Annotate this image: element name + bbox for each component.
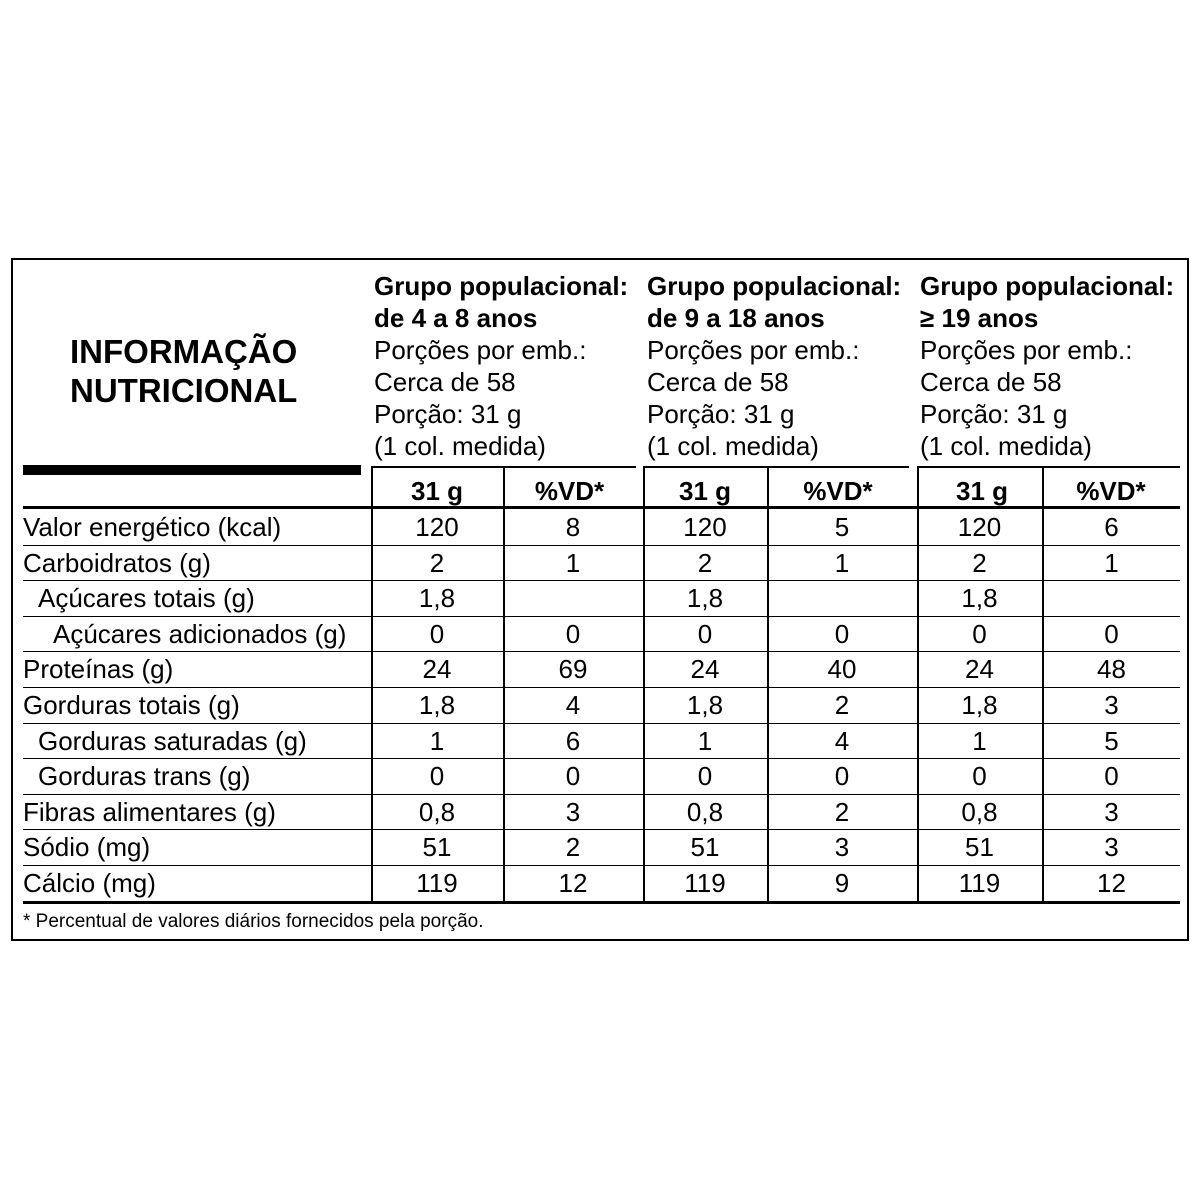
label-title xyxy=(70,332,297,410)
title-line-2: NUTRICIONAL xyxy=(70,372,298,409)
vd-cell: 3 xyxy=(834,832,850,863)
vd-cell: 1 xyxy=(1104,547,1119,578)
vd-cell: 0 xyxy=(1104,618,1119,649)
col-header-amount: 31 g xyxy=(410,476,464,506)
vd-cell: 1 xyxy=(565,547,581,578)
amount-cell: 0 xyxy=(429,618,445,649)
amount-cell: 1,8 xyxy=(686,690,724,720)
amount-cell: 0 xyxy=(972,761,987,792)
amount-cell: 0,8 xyxy=(961,796,998,827)
nutrient-label: Gorduras saturadas (g) xyxy=(38,725,307,756)
amount-cell: 24 xyxy=(422,654,452,685)
row-divider xyxy=(23,829,1180,830)
group-age-range: de 9 a 18 anos xyxy=(647,303,825,333)
row-divider xyxy=(23,901,1180,904)
serving-measure: (1 col. medida) xyxy=(920,431,1092,461)
vd-cell: 69 xyxy=(558,654,588,685)
col-header-amount: 31 g xyxy=(955,476,1009,506)
servings-label: Porções por emb.: xyxy=(920,335,1133,365)
vd-cell: 2 xyxy=(834,796,850,827)
vd-cell: 0 xyxy=(565,618,581,649)
serving-measure: (1 col. medida) xyxy=(647,431,819,461)
amount-cell: 1,8 xyxy=(686,583,724,614)
vd-cell: 3 xyxy=(565,796,581,827)
vd-cell: 4 xyxy=(834,725,850,756)
group-header-4-8 xyxy=(374,270,628,462)
amount-cell: 24 xyxy=(965,654,994,685)
nutrient-label: Fibras alimentares (g) xyxy=(23,796,276,827)
amount-cell: 119 xyxy=(416,868,458,898)
row-divider xyxy=(23,616,1180,617)
vd-cell: 0 xyxy=(834,761,850,792)
amount-cell: 0,8 xyxy=(418,796,456,827)
col-header-vd: %VD* xyxy=(1076,476,1146,506)
amount-cell: 1 xyxy=(429,725,445,756)
row-divider xyxy=(643,466,909,468)
amount-cell: 119 xyxy=(684,868,726,898)
amount-cell: 24 xyxy=(690,654,720,685)
vd-cell: 4 xyxy=(565,690,581,720)
group-age-range: de 4 a 8 anos xyxy=(374,303,538,333)
vd-cell: 6 xyxy=(1104,512,1119,542)
vd-cell: 0 xyxy=(834,618,850,649)
row-divider xyxy=(23,506,1180,509)
amount-cell: 2 xyxy=(697,547,713,578)
nutrient-label: Sódio (mg) xyxy=(23,832,151,863)
nutrition-label xyxy=(11,258,1189,941)
row-divider xyxy=(23,651,1180,652)
servings-value: Cerca de 58 xyxy=(920,367,1062,397)
nutrient-label: Carboidratos (g) xyxy=(23,547,211,578)
vd-cell: 48 xyxy=(1097,654,1126,685)
vd-cell: 0 xyxy=(1104,761,1119,792)
amount-cell: 0 xyxy=(697,761,713,792)
row-divider xyxy=(23,580,1180,581)
amount-cell: 51 xyxy=(422,832,452,863)
vd-cell: 3 xyxy=(1104,796,1119,827)
nutrient-label: Proteínas (g) xyxy=(23,654,174,685)
row-divider xyxy=(23,758,1180,759)
amount-cell: 0,8 xyxy=(686,796,724,827)
footnote: * Percentual de valores diários fornecidos pela porção. xyxy=(23,911,484,932)
col-header-vd: %VD* xyxy=(803,476,873,506)
col-header-amount: 31 g xyxy=(678,476,732,506)
vd-cell: 12 xyxy=(558,868,588,898)
group-heading: Grupo populacional: xyxy=(920,271,1175,301)
amount-cell: 119 xyxy=(958,868,1001,898)
amount-cell: 51 xyxy=(965,832,994,863)
amount-cell: 2 xyxy=(972,547,987,578)
amount-cell: 1 xyxy=(972,725,987,756)
nutrient-label: Valor energético (kcal) xyxy=(23,512,282,542)
nutrient-label: Açúcares totais (g) xyxy=(38,583,255,614)
amount-cell: 120 xyxy=(683,512,727,542)
nutrient-label: Gorduras totais (g) xyxy=(23,690,240,720)
amount-cell: 1,8 xyxy=(961,583,998,614)
vd-cell: 8 xyxy=(565,512,581,542)
vd-cell: 6 xyxy=(565,725,581,756)
column-divider xyxy=(503,467,505,902)
column-divider xyxy=(1042,467,1044,902)
amount-cell: 2 xyxy=(429,547,445,578)
amount-cell: 1,8 xyxy=(418,690,456,720)
servings-label: Porções por emb.: xyxy=(374,335,587,365)
column-divider xyxy=(767,467,769,902)
column-divider xyxy=(917,467,919,902)
amount-cell: 120 xyxy=(957,512,1002,542)
column-divider xyxy=(371,467,373,902)
amount-cell: 0 xyxy=(429,761,445,792)
amount-cell: 51 xyxy=(690,832,720,863)
group-header-19-plus xyxy=(920,270,1174,462)
amount-cell: 0 xyxy=(697,618,713,649)
nutrient-label: Cálcio (mg) xyxy=(23,868,156,898)
row-divider xyxy=(23,545,1180,546)
vd-cell: 5 xyxy=(1104,725,1119,756)
vd-cell: 3 xyxy=(1104,832,1119,863)
group-age-range: ≥ 19 anos xyxy=(920,303,1039,333)
vd-cell: 12 xyxy=(1097,868,1126,898)
serving-size: Porção: 31 g xyxy=(374,399,522,429)
col-header-vd: %VD* xyxy=(534,476,605,506)
row-divider xyxy=(23,687,1180,688)
servings-value: Cerca de 58 xyxy=(374,367,516,397)
vd-cell: 3 xyxy=(1104,690,1119,720)
amount-cell: 0 xyxy=(972,618,987,649)
amount-cell: 1,8 xyxy=(418,583,456,614)
vd-cell: 40 xyxy=(827,654,857,685)
vd-cell: 9 xyxy=(834,868,850,898)
row-divider xyxy=(23,794,1180,795)
title-underline-bar xyxy=(23,465,361,475)
serving-size: Porção: 31 g xyxy=(920,399,1068,429)
row-divider xyxy=(23,723,1180,724)
nutrient-label: Açúcares adicionados (g) xyxy=(53,618,347,649)
row-divider xyxy=(23,865,1180,866)
amount-cell: 1,8 xyxy=(961,690,998,720)
vd-cell: 0 xyxy=(565,761,581,792)
serving-measure: (1 col. medida) xyxy=(374,431,546,461)
group-heading: Grupo populacional: xyxy=(374,271,629,301)
nutrient-label: Gorduras trans (g) xyxy=(38,761,251,792)
vd-cell: 2 xyxy=(565,832,581,863)
title-line-1: INFORMAÇÃO xyxy=(70,333,298,370)
column-divider xyxy=(643,467,645,902)
group-header-9-18 xyxy=(647,270,901,462)
serving-size: Porção: 31 g xyxy=(647,399,795,429)
servings-value: Cerca de 58 xyxy=(647,367,789,397)
vd-cell: 1 xyxy=(834,547,850,578)
servings-label: Porções por emb.: xyxy=(647,335,860,365)
row-divider xyxy=(917,466,1180,468)
vd-cell: 5 xyxy=(834,512,850,542)
group-heading: Grupo populacional: xyxy=(647,271,902,301)
amount-cell: 1 xyxy=(697,725,713,756)
vd-cell: 2 xyxy=(834,690,850,720)
amount-cell: 120 xyxy=(415,512,459,542)
